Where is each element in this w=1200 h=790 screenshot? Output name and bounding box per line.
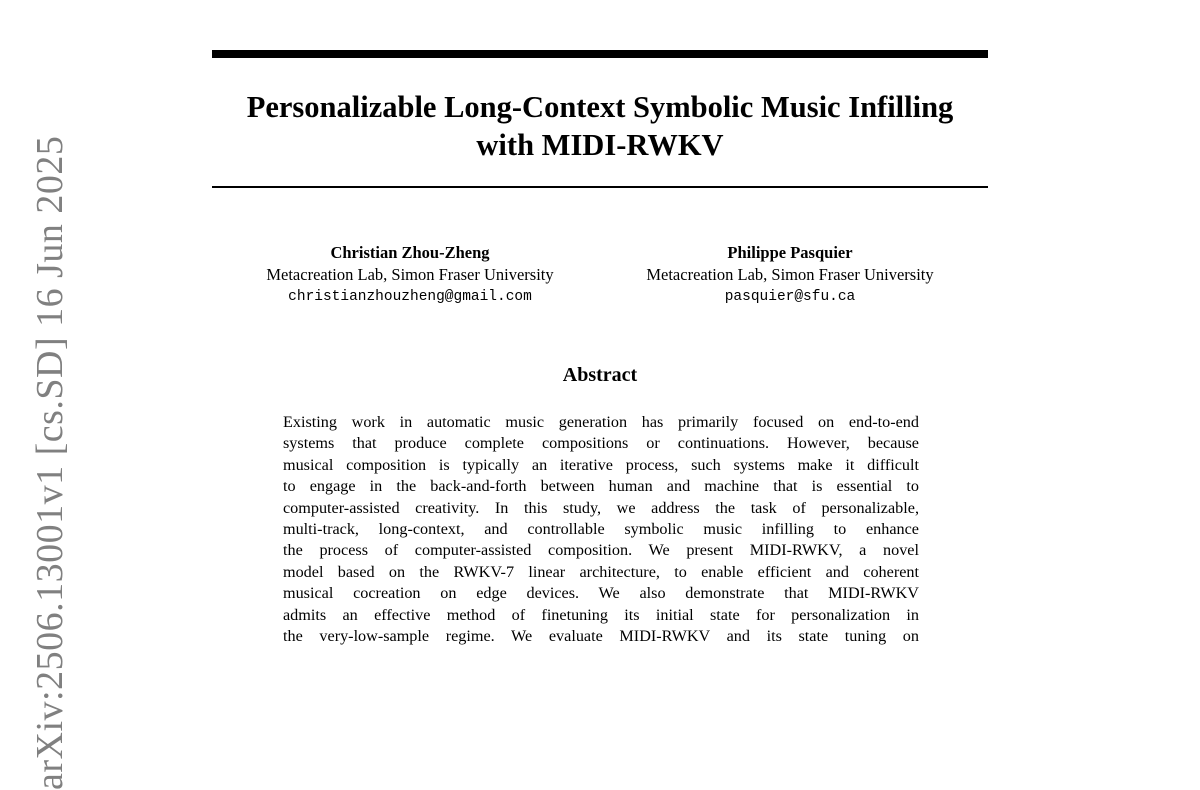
author-email[interactable]: pasquier@sfu.ca — [724, 289, 856, 305]
paper-title — [190, 88, 1010, 164]
abstract-body — [283, 412, 919, 647]
abstract-line: multi-track, long-context, and controllable symbolic music infilling to enhance — [283, 520, 919, 539]
arxiv-stamp — [28, 135, 72, 790]
abstract-line: musical composition is typically an iterative process, such systems make it difficult — [283, 455, 919, 474]
title-line-2: with MIDI-RWKV — [476, 128, 724, 162]
author-name: Philippe Pasquier — [727, 243, 853, 262]
abstract-line: systems that produce complete compositions or continuations. However, because — [283, 434, 919, 453]
author-block-1 — [220, 242, 600, 308]
abstract-line: model based on the RWKV-7 linear architecture, to enable efficient and coherent — [283, 562, 919, 581]
abstract-heading: Abstract — [562, 364, 638, 386]
title-rule — [212, 186, 988, 188]
abstract-line: to engage in the back-and-forth between human and machine that is essential to — [283, 477, 919, 496]
author-affiliation: Metacreation Lab, Simon Fraser University — [266, 265, 554, 284]
author-affiliation: Metacreation Lab, Simon Fraser University — [646, 265, 934, 284]
arxiv-stamp-text: arXiv:2506.13001v1 [cs.SD] 16 Jun 2025 — [29, 135, 71, 790]
abstract-line: admits an effective method of finetuning its initial state for personalization in — [283, 605, 919, 624]
top-rule — [212, 50, 988, 58]
abstract-line: musical cocreation on edge devices. We also demonstrate that MIDI-RWKV — [283, 584, 919, 603]
author-block-2 — [600, 242, 980, 308]
title-line-1: Personalizable Long-Context Symbolic Music Infilling — [246, 90, 954, 124]
abstract-line: the process of computer-assisted composition. We present MIDI-RWKV, a novel — [283, 541, 919, 560]
author-name: Christian Zhou-Zheng — [330, 243, 490, 262]
author-email[interactable]: christianzhouzheng@gmail.com — [288, 289, 532, 305]
abstract-line: Existing work in automatic music generation has primarily focused on end-to-end — [283, 413, 919, 431]
abstract-line: computer-assisted creativity. In this study, we address the task of personalizable, — [283, 498, 919, 517]
abstract-line: the very-low-sample regime. We evaluate MIDI-RWKV and its state tuning on — [283, 627, 919, 646]
